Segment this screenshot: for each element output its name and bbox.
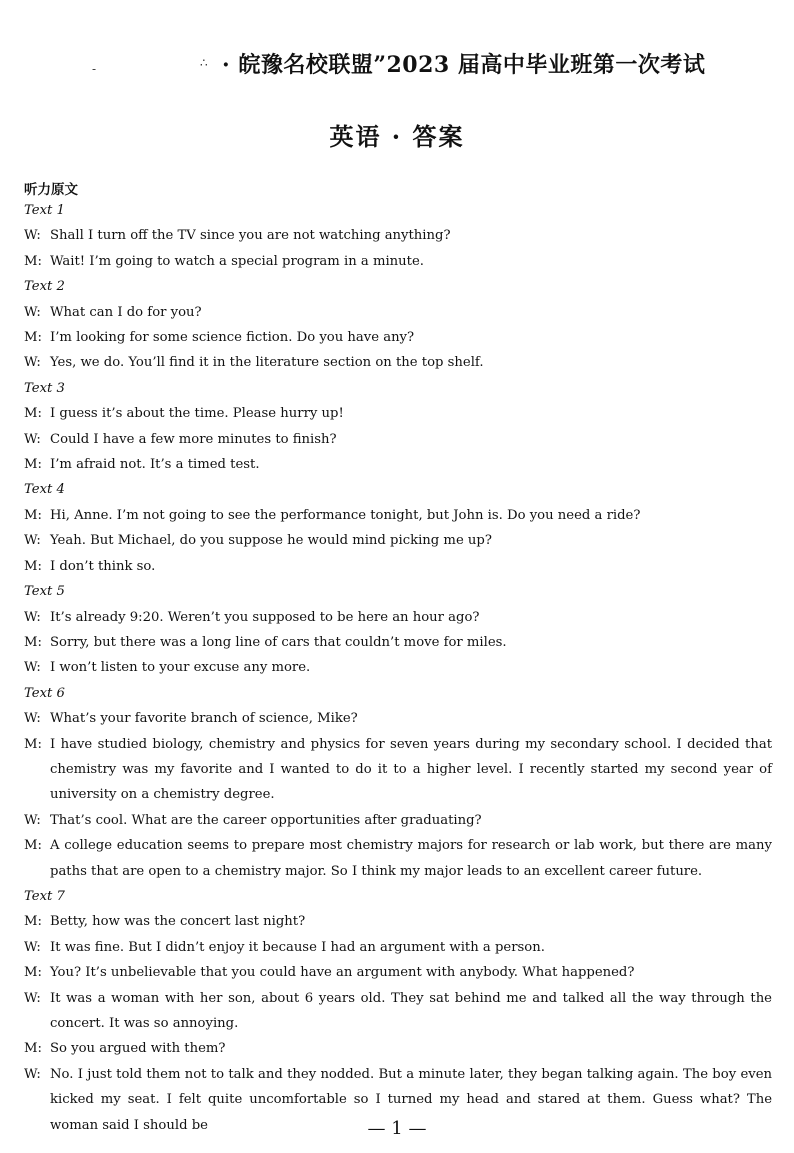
utterance-text: Yes, we do. You’ll find it in the literature section on the top shelf. <box>50 355 484 371</box>
utterance-text: So you argued with them? <box>50 1041 226 1057</box>
text-label: Text 4 <box>24 482 65 498</box>
speaker-label: W: <box>24 304 41 320</box>
page-subtitle: 英语 · 答案 <box>329 122 465 151</box>
dialogue-line <box>24 503 772 528</box>
dialogue-line <box>24 935 772 960</box>
dialogue-line <box>24 1036 772 1061</box>
dialogue-line <box>24 630 772 655</box>
utterance-text: It’s already 9:20. Weren’t you supposed to be here an hour ago? <box>50 609 480 625</box>
utterance-text: No. I just told them not to talk and they nodded. But a minute later, they began talking again. The boy even kicked my seat. I felt quite uncomfortable so I turned my head and stared at them. Guess what? The woman said I should be <box>50 1066 772 1133</box>
dialogue-line <box>24 706 772 731</box>
utterance-text: That’s cool. What are the career opportunities after graduating? <box>50 812 482 828</box>
page-header <box>0 48 794 82</box>
utterance-text: I won’t listen to your excuse any more. <box>50 660 311 676</box>
speaker-label: W: <box>24 431 41 447</box>
speaker-label: M: <box>24 838 42 854</box>
dialogue-line <box>24 655 772 680</box>
dialogue-line <box>24 808 772 833</box>
speaker-label: M: <box>24 965 42 981</box>
dialogue-line <box>24 452 772 477</box>
speaker-label: W: <box>24 711 41 727</box>
utterance-text: What can I do for you? <box>50 304 202 320</box>
speaker-label: M: <box>24 634 42 650</box>
exam-title: · 皖豫名校联盟”2023 届高中毕业班第一次考试 <box>222 52 706 78</box>
speaker-label: W: <box>24 990 41 1006</box>
speaker-label: M: <box>24 330 42 346</box>
dialogue-line <box>24 249 772 274</box>
dialogue-line <box>24 325 772 350</box>
utterance-text: What’s your favorite branch of science, Mike? <box>50 711 358 727</box>
transcript-content <box>24 198 772 1138</box>
speaker-label: W: <box>24 355 41 371</box>
speaker-label: M: <box>24 457 42 473</box>
utterance-text: Yeah. But Michael, do you suppose he would mind picking me up? <box>50 533 492 549</box>
dialogue-line <box>24 833 772 884</box>
dialogue-line <box>24 960 772 985</box>
speaker-label: W: <box>24 228 41 244</box>
utterance-text: A college education seems to prepare most chemistry majors for research or lab work, but there are many paths that are open to a chemistry major. So I think my major leads to an excellent career future. <box>50 838 772 879</box>
speaker-label: M: <box>24 253 42 269</box>
text-label: Text 3 <box>24 380 65 396</box>
text-label: Text 7 <box>24 888 65 904</box>
utterance-text: Could I have a few more minutes to finish? <box>50 431 337 447</box>
dialogue-line <box>24 909 772 934</box>
dialogue-line <box>24 732 772 808</box>
utterance-text: Betty, how was the concert last night? <box>50 914 306 930</box>
utterance-text: You? It’s unbelievable that you could have an argument with anybody. What happened? <box>50 965 635 981</box>
text-label: Text 6 <box>24 685 65 701</box>
text-label: Text 1 <box>24 203 65 218</box>
dialogue-line <box>24 986 772 1037</box>
utterance-text: Wait! I’m going to watch a special program in a minute. <box>50 253 424 269</box>
dialogue-line <box>24 605 772 630</box>
utterance-text: It was a woman with her son, about 6 years old. They sat behind me and talked all the way through the concert. It was so annoying. <box>50 990 772 1031</box>
dialogue-line <box>24 401 772 426</box>
dots-mark: ∴ <box>200 56 208 70</box>
speaker-label: W: <box>24 939 41 955</box>
scan-mark <box>92 56 208 76</box>
dialogue-line <box>24 427 772 452</box>
speaker-label: W: <box>24 533 41 549</box>
utterance-text: I have studied biology, chemistry and physics for seven years during my secondary school. I decided that chemistry was my favorite and I wanted to do it to a higher level. I recently started my second year of university on a chemistry degree. <box>50 736 772 803</box>
utterance-text: I guess it’s about the time. Please hurry up! <box>50 406 344 422</box>
speaker-label: W: <box>24 660 41 676</box>
speaker-label: M: <box>24 406 42 422</box>
speaker-label: W: <box>24 1066 41 1082</box>
dialogue-line <box>24 223 772 248</box>
text-label: Text 2 <box>24 279 65 295</box>
utterance-text: Sorry, but there was a long line of cars that couldn’t move for miles. <box>50 634 507 650</box>
utterance-text: Shall I turn off the TV since you are not watching anything? <box>50 228 451 244</box>
utterance-text: It was fine. But I didn’t enjoy it because I had an argument with a person. <box>50 939 545 955</box>
dialogue-line <box>24 528 772 553</box>
dialogue-line <box>24 554 772 579</box>
speaker-label: M: <box>24 736 42 752</box>
utterance-text: Hi, Anne. I’m not going to see the performance tonight, but John is. Do you need a ride? <box>50 507 641 523</box>
section-heading: 听力原文 <box>24 182 78 198</box>
speaker-label: M: <box>24 914 42 930</box>
utterance-text: I’m afraid not. It’s a timed test. <box>50 457 260 473</box>
dialogue-line <box>24 350 772 375</box>
speaker-label: M: <box>24 558 42 574</box>
text-label: Text 5 <box>24 584 65 600</box>
speaker-label: M: <box>24 1041 42 1057</box>
scan-dash: - <box>92 62 97 76</box>
utterance-text: I’m looking for some science fiction. Do you have any? <box>50 330 415 346</box>
utterance-text: I don’t think so. <box>50 558 156 574</box>
speaker-label: W: <box>24 609 41 625</box>
dialogue-line <box>24 300 772 325</box>
speaker-label: W: <box>24 812 41 828</box>
speaker-label: M: <box>24 507 42 523</box>
page-number: — 1 — <box>367 1118 427 1139</box>
